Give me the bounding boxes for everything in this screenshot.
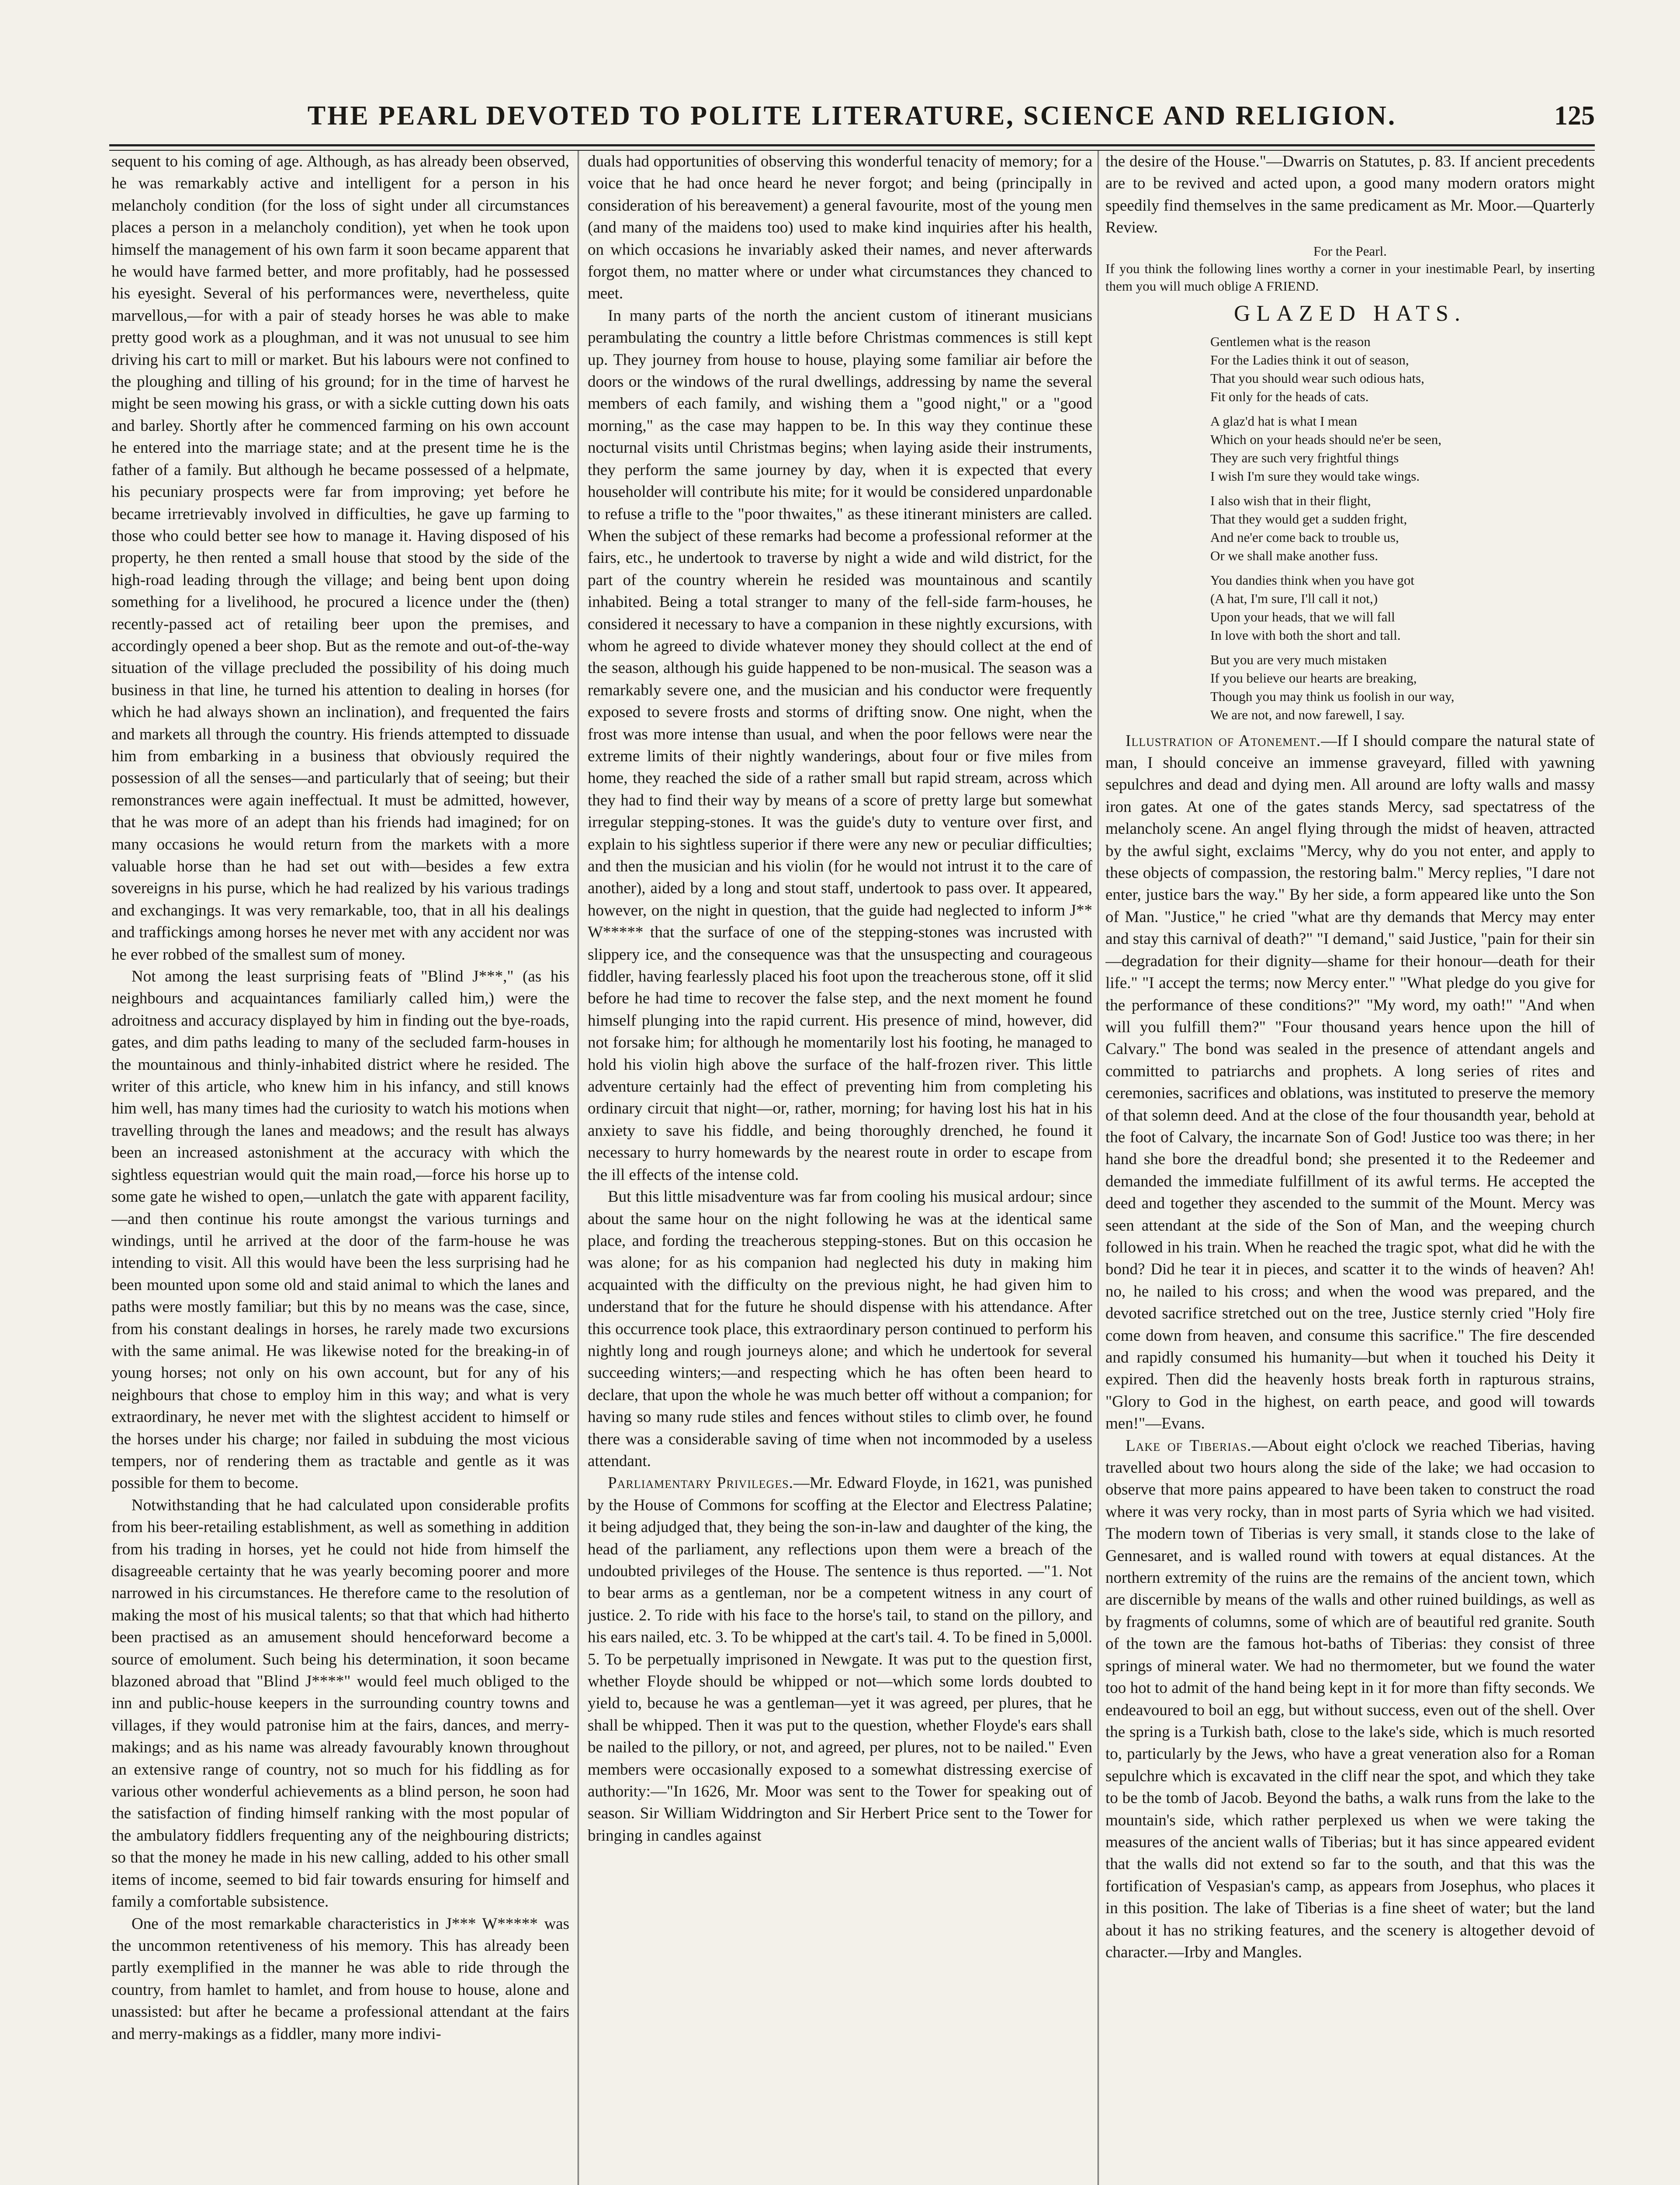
column-divider	[578, 151, 579, 2185]
poem-line: Which on your heads should ne'er be seen,	[1210, 431, 1441, 447]
article-body: —If I should compare the natural state of man, I should conceive an immense graveyard, filled with yawning sepulchres and dead and dying men. All around are lofty walls and massy iron gates. At one of the gates stands Mercy, sad spectatress of the melancholy scene. An angel flying through the midst of heaven, attracted by the awful sight, exclaims "Mercy, why do you not enter, and apply to these objects of compassion, the restoring balm." Mercy replies, "I dare not enter, justice bars the way." By her side, a form appeared like unto the Son of Man. "Justice," he cried "what are thy demands that Mercy may enter and stay this carnival of death?" "I demand," said Justice, "pain for their sin—degradation for their dignity—shame for their honour—death for their life." "I accept the terms; now Mercy enter." "What pledge do you give for the performance of these conditions?" "My word, my oath!" "And when will you fulfill them?" "Four thousand years hence upon the hill of Calvary." The bond was sealed in the presence of attendant angels and committed to patriarchs and prophets. A long series of rites and ceremonies, sacrifices and oblations, was instituted to preserve the memory of that solemn deed. And at the close of the four thousandth year, behold at the foot of Calvary, the incarnate Son of God! Justice too was there; in her hand she bore the dreadful bond; she presented it to the Redeemer and demanded the immediate fulfillment of its awful terms. He accepted the deed and together they ascended to the summit of the Mount. Mercy was seen attendant at the side of the Son of Man, and the weeping church followed in his train. When he reached the tragic spot, what did he with the bond? Did he tear it in pieces, and scatter it to the winds of heaven? Ah! no, he nailed to his cross; and when the wood was prepared, and the devoted sacrifice stretched out on the tree, Justice sternly cried "Holy fire come down from heaven, and consume this sacrifice." The fire descended and rapidly consumed his humanity—but when it touched his Deity it expired. Then did the heavenly hosts break forth in rapturous strains, "Glory to God in the highest, on earth peace, and good will towards men!"—Evans.	[1105, 732, 1595, 1433]
poem-line: Fit only for the heads of cats.	[1210, 388, 1369, 404]
article-paragraph: One of the most remarkable characteristics in J*** W***** was the uncommon retentiveness of his memory. This has already been partly exemplified in the manner he was able to ride through the country, from hamlet to hamlet, and from house to house, alone and unassisted: but after he became a professional attendant at the fairs and merry-makings as a fiddler, many more indivi-	[111, 1914, 569, 2043]
poem-line: But you are very much mistaken	[1210, 652, 1387, 667]
article-paragraph: sequent to his coming of age. Although, as has already been observed, he was remarkably active and intelligent for a person in his melancholy condition (for the loss of sight under all circumstances places a person in a melancholy condition), yet when he took upon himself the management of his own farm it soon became apparent that he would have farmed better, and more profitably, had he possessed his eyesight. Several of his performances were, nevertheless, quite marvellous,—for with a pair of steady horses he was able to make pretty good work as a ploughman, and it was not unusual to see him driving his cart to mill or market. But his labours were not confined to the ploughing and tilling of his ground; for in the time of harvest he might be seen mowing his grass, or with a sickle cutting down his oats and barley. Shortly after he commenced farming on his own account he entered into the marriage state; and at the present time he is the father of a family. But although he became possessed of a helpmate, his pecuniary prospects were far from improving; yet before he became irretrievably involved in difficulties, he gave up farming to those who could better see how to manage it. Having disposed of his property, he then rented a small house that stood by the side of the high-road leading through the village; and being bent upon doing something for a livelihood, he procured a licence under the (then) recently-passed act of retailing beer upon the premises, and accordingly opened a beer shop. But as the remote and out-of-the-way situation of the village precluded the possibility of his doing much business in that line, he turned his attention to dealing in horses (for which he had always shown an inclination), and frequented the fairs and markets all through the country. His friends attempted to dissuade him from embarking in a business that obviously required the possession of all the senses—and particularly that of seeing; but their remonstrances were again ineffectual. It must be admitted, however, that he was more of an adept than his friends had imagined; for on many occasions he would return from the markets with a more valuable horse than he had set out with—besides a few extra sovereigns in his purse, which he had realized by his various tradings and exchangings. It was very remarkable, too, that in all his dealings and traffickings among horses he never met with any accident nor was he ever robbed of the smallest sum of money.	[111, 153, 569, 964]
poem-stanza	[1210, 333, 1595, 406]
poem-line: You dandies think when you have got	[1210, 572, 1414, 588]
column-divider	[1098, 151, 1099, 2185]
column-2	[588, 151, 1092, 2185]
page-number: 125	[1554, 101, 1595, 131]
article-body: —About eight o'clock we reached Tiberias, having travelled about two hours along the side of the lake; we had occasion to observe that more pains appeared to have been taken to construct the road where it was very rocky, than in most parts of Syria which we had visited. The modern town of Tiberias is very small, it stands close to the lake of Gennesaret, and is walled round with towers at equal distances. At the northern extremity of the ruins are the remains of the ancient town, which are discernible by means of the walls and other ruined buildings, as well as by fragments of columns, some of which are of beautiful red granite. South of the town are the famous hot-baths of Tiberias: they consist of three springs of mineral water. We had no thermometer, but we found the water too hot to admit of the hand being kept in it for more than fifty seconds. We endeavoured to boil an egg, but without success, even out of the shell. Over the spring is a Turkish bath, close to the lake's side, which is much resorted to, particularly by the Jews, who have a great veneration also for a Roman sepulchre which is excavated in the cliff near the spot, and which they take to be the tomb of Jacob. Beyond the baths, a walk runs from the lake to the mountain's side, which rather perplexed us when we were taking the measures of the ancient walls of Tiberias; but it has since appeared evident that the walls did not extend so far to the south, and that this was the fortification of Vespasian's camp, as appears from Josephus, who places it in this position. The lake of Tiberias is a fine sheet of water; but the land about it has no striking features, and the scenery is altogether devoid of character.—Irby and Mangles.	[1105, 1436, 1595, 1961]
article-body: —Mr. Edward Floyde, in 1621, was punished by the House of Commons for scoffing at the Elector and Electress Palatine; it being adjudged that, they being the son-in-law and daughter of the king, the head of the parliament, any reflections upon them were a breach of the undoubted privileges of the House. The sentence is thus reported. —"1. Not to bear arms as a gentleman, nor be a competent witness in any court of justice. 2. To ride with his face to the horse's tail, to stand on the pillory, and his ears nailed, etc. 3. To be whipped at the cart's tail. 4. To be fined in 5,000l. 5. To be perpetually imprisoned in Newgate. It was put to the question first, whether Floyde should be whipped or not—which some lords doubted to yield to, because he was a gentleman—yet it was agreed, per plures, that he shall be whipped. Then it was put to the question, whether Floyde's ears shall be nailed to the pillory, or not, and agreed, per plures, not to be nailed." Even members were occasionally exposed to a somewhat distressing exercise of authority:—"In 1626, Mr. Moor was sent to the Tower for speaking out of season. Sir William Widdrington and Sir Herbert Price sent to the Tower for bringing in candles against	[588, 1474, 1092, 1845]
article-paragraph: In many parts of the north the ancient custom of itinerant musicians perambulating the country a little before Christmas commences is still kept up. They journey from house to house, playing some familiar air before the doors or the windows of the rural dwellings, addressing by name the several members of each family, and wishing them a "good night," or a "good morning," as the case may happen to be. In this way they continue these nocturnal visits until Christmas begins; when laying aside their instruments, they perform the same journey by day, when it is expected that every householder will contribute his mite; for it would be considered unpardonable to refuse a trifle to the "poor thwaites," as these itinerant ministers are called. When the subject of these remarks had become a professional reformer at the fairs, etc., he undertook to traverse by night a wide and wild district, for the part of the country wherein he resided was mountainous and scantily inhabited. Being a total stranger to many of the fell-side farm-houses, he considered it necessary to have a companion in these nightly excursions, with whom he agreed to divide whatever money they should collect at the end of the season, although his guide happened to be non-musical. The season was a remarkably severe one, and the musician and his conductor were frequently exposed to severe frosts and storms of drifting snow. One night, when the frost was more intense than usual, and when the poor fellows were near the extreme limits of their nightly wanderings, about four or five miles from home, they reached the side of a rather small but rapid stream, across which they had to find their way by means of a score of pretty large but somewhat irregular stepping-stones. It was the guide's duty to venture over first, and explain to his sightless superior if there were any new or peculiar difficulties; and then the musician and his violin (for he would not intrust it to the care of another), aided by a long and stout staff, undertook to pass over. It appeared, however, on the night in question, that the guide had neglected to inform J** W***** that the surface of one of the stepping-stones was incrusted with slippery ice, and the consequence was that the unsuspecting and courageous fiddler, having fearlessly placed his foot upon the treacherous stone, off it slid before he had time to recover the false step, and the next moment he found himself plunging into the rapid current. His presence of mind, however, did not forsake him; for although he momentarily lost his footing, he managed to hold his violin high above the surface of the half-frozen river. This little adventure certainly had the effect of preventing him from completing his ordinary circuit that night—or, rather, morning; for having lost his hat in his anxiety to save his fiddle, and being thoroughly drenched, he found it necessary to hurry homewards by the nearest route in order to escape from the ill effects of the intense cold.	[588, 306, 1092, 1184]
poem-line: That they would get a sudden fright,	[1210, 511, 1407, 527]
column-1	[111, 151, 569, 2185]
poem-line: Gentlemen what is the reason	[1210, 333, 1371, 349]
article-continuation: the desire of the House."—Dwarris on Statutes, p. 83. If ancient precedents are to be revived and acted upon, a good many modern orators might speedily find themselves in the same predicament as Mr. Moor.—Quarterly Review.	[1105, 153, 1595, 237]
article-paragraph: Not among the least surprising feats of "Blind J***," (as his neighbours and acquaintances familiarly called him,) were the adroitness and accuracy displayed by him in finding out the bye-roads, gates, and dim paths leading to many of the secluded farm-houses in the mountainous and thinly-inhabited district where he resided. The writer of this article, who knew him in his infancy, and still knows him well, has many times had the curiosity to watch his motions when travelling through the lanes and meadows; and the result has always been an increased astonishment at the accuracy with which the sightless equestrian would quit the main road,—force his horse up to some gate he wished to open,—unlatch the gate with apparent facility,—and then continue his route amongst the various turnings and windings, until he arrived at the door of the farm-house he was intending to visit. All this would have been the less surprising had he been mounted upon some old and staid animal to which the lanes and paths were mostly familiar; but this by no means was the case, since, from his constant dealings in horses, he rarely made two excursions with the same animal. He was likewise noted for the breaking-in of young horses; not only on his own account, but for any of his neighbours that chose to employ him in this way; and what is very extraordinary, he never met with the slightest accident to himself or the horses under his charge; nor failed in subduing the most vicious tempers, nor of rendering them as tractable and gentle as it was possible for them to become.	[111, 968, 569, 1492]
article-heading: Illustration of Atonement.	[1126, 732, 1321, 750]
poem-line: They are such very frightful things	[1210, 450, 1399, 465]
header-rule	[109, 144, 1595, 151]
article-heading: Parliamentary Privileges.	[608, 1474, 793, 1492]
parliamentary-privileges-article	[588, 1472, 1092, 1847]
poem-intro: For the Pearl.	[1313, 243, 1387, 259]
poem	[1105, 243, 1595, 724]
tiberias-article	[1105, 1435, 1595, 1964]
article-paragraph: Notwithstanding that he had calculated upon considerable profits from his beer-retailing establishment, as well as something in addition from his trading in horses, yet he could not hide from himself the disagreeable certainty that he was yearly becoming poorer and more narrowed in his circumstances. He therefore came to the resolution of making the most of his musical talents; so that that which had hitherto been practised as an amusement should henceforward become a source of emolument. Such being his determination, it soon became blazoned abroad that "Blind J****" would feel much obliged to the inn and public-house keepers in the surrounding country towns and villages, if they would patronise him at the fairs, dances, and merry-makings; and as his name was already favourably known throughout an extensive range of country, not so much for his fiddling as for various other wonderful achievements as a blind person, he soon had the satisfaction of finding himself ranking with the most popular of the ambulatory fiddlers frequenting any of the neighbouring districts; so that the money he made in his new calling, added to his other small items of income, seemed to bid fair towards ensuring for himself and family a comfortable subsistence.	[111, 1496, 569, 1911]
poem-line: I wish I'm sure they would take wings.	[1210, 468, 1420, 484]
poem-line: (A hat, I'm sure, I'll call it not,)	[1210, 590, 1378, 606]
poem-stanza	[1210, 651, 1595, 724]
poem-line: A glaz'd hat is what I mean	[1210, 413, 1358, 429]
poem-line: That you should wear such odious hats,	[1210, 370, 1424, 386]
atonement-article	[1105, 730, 1595, 1435]
poem-line: Or we shall make another fuss.	[1210, 548, 1378, 563]
poem-stanza	[1210, 412, 1595, 486]
poem-line: For the Ladies think it out of season,	[1210, 352, 1409, 368]
article-paragraph: But this little misadventure was far from cooling his musical ardour; since about the same hour on the night following he was at the identical same place, and fording the treacherous stepping-stones. But on this occasion he was alone; for as his companion had neglected his duty in making him acquainted with the difficulty on the previous night, he had given him to understand that for the future he should dispense with his attendance. After this occurrence took place, this extraordinary person continued to perform his nightly long and rough journeys alone; and which he undertook for several succeeding winters;—and respecting which he has often been heard to declare, that upon the whole he was much better off without a companion; for having so many rude stiles and fences without stiles to climb over, he found there was a considerable saving of time when not incommoded by a useless attendant.	[588, 1188, 1092, 1470]
poem-line: Though you may think us foolish in our way,	[1210, 688, 1455, 704]
article-heading: Lake of Tiberias.	[1126, 1436, 1252, 1455]
article-paragraph: duals had opportunities of observing this wonderful tenacity of memory; for a voice that he had once heard he never forgot; and being (principally in consideration of his bereavement) a general favourite, most of the young men (and many of the maidens too) used to make kind inquiries after his health, on which occasions he invariably asked their names, and never afterwards forgot them, no matter where or under what circumstances they chanced to meet.	[588, 153, 1092, 303]
poem-line: Upon your heads, that we will fall	[1210, 609, 1395, 624]
poem-title: GLAZED HATS.	[1234, 301, 1466, 326]
poem-line: If you believe our hearts are breaking,	[1210, 670, 1417, 686]
poem-line: In love with both the short and tall.	[1210, 627, 1401, 643]
poem-line: And ne'er come back to trouble us,	[1210, 529, 1399, 545]
page-header	[109, 92, 1595, 144]
poem-stanza	[1210, 571, 1595, 645]
column-3	[1105, 151, 1595, 2185]
poem-note: If you think the following lines worthy a corner in your inestimable Pearl, by inserting them you will much oblige A FRIEND.	[1105, 260, 1595, 294]
masthead-title: THE PEARL DEVOTED TO POLITE LITERATURE, SCIENCE AND RELIGION.	[307, 101, 1397, 131]
poem-stanza	[1210, 492, 1595, 565]
poem-line: I also wish that in their flight,	[1210, 492, 1371, 508]
poem-line: We are not, and now farewell, I say.	[1210, 707, 1405, 722]
